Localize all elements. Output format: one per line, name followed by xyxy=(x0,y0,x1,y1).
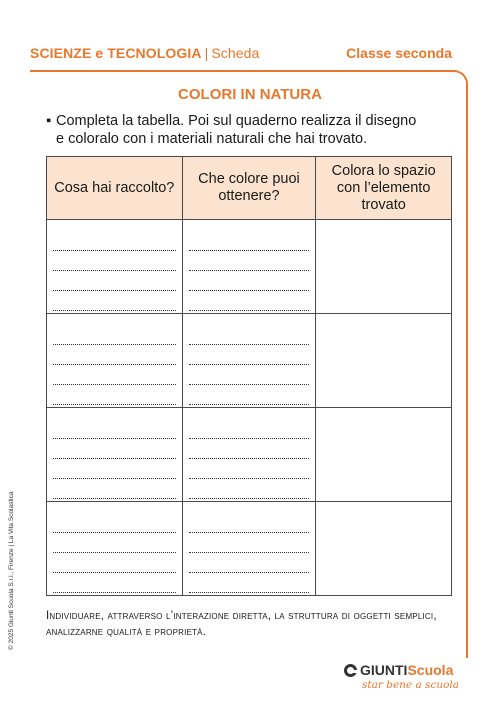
logo-brand-scuola: Scuola xyxy=(407,662,454,678)
dotted-write-line[interactable] xyxy=(189,327,310,345)
column-header-color-space: Colora lo spazio con l’elemento trovato xyxy=(316,157,452,220)
color-space-cell[interactable] xyxy=(316,220,452,314)
dotted-write-line[interactable] xyxy=(189,515,310,533)
obtainable-color-cell[interactable] xyxy=(182,220,316,314)
dotted-write-line[interactable] xyxy=(53,421,176,439)
dotted-write-line[interactable] xyxy=(53,515,176,533)
instruction-text xyxy=(46,112,456,148)
page-header xyxy=(30,45,452,61)
dotted-write-line[interactable] xyxy=(53,461,176,479)
activity-table xyxy=(46,156,452,596)
logo-tagline: star bene a scuola xyxy=(362,679,460,691)
dotted-write-line[interactable] xyxy=(53,327,176,345)
logo-brand-giunti: GIUNTI xyxy=(360,662,408,678)
sheet-type-label: Scheda xyxy=(211,45,260,61)
class-label: Classe seconda xyxy=(346,45,452,61)
dotted-write-line[interactable] xyxy=(53,253,176,271)
publisher-logo xyxy=(344,662,464,691)
dotted-write-line[interactable] xyxy=(189,441,310,459)
table-header-row xyxy=(47,157,452,220)
dotted-write-line[interactable] xyxy=(53,293,176,311)
dotted-write-line[interactable] xyxy=(189,347,310,365)
copyright-notice: © 2025 Giunti Scuola S.r.l., Firenze | La Vita Scolastica xyxy=(8,491,15,650)
table-row xyxy=(47,502,452,596)
collected-item-cell[interactable] xyxy=(47,314,183,408)
table-row xyxy=(47,220,452,314)
obtainable-color-cell[interactable] xyxy=(182,408,316,502)
dotted-write-line[interactable] xyxy=(53,387,176,405)
learning-objective: Individuare, attraverso l’interazione diretta, la struttura di oggetti semplici, analizzarne qualità e proprietà. xyxy=(46,610,437,638)
collected-item-cell[interactable] xyxy=(47,220,183,314)
dotted-write-line[interactable] xyxy=(53,233,176,251)
collected-item-cell[interactable] xyxy=(47,408,183,502)
dotted-write-line[interactable] xyxy=(53,575,176,593)
dotted-write-line[interactable] xyxy=(189,535,310,553)
dotted-write-line[interactable] xyxy=(53,481,176,499)
obtainable-color-cell[interactable] xyxy=(182,314,316,408)
instruction-line-1: Completa la tabella. Poi sul quaderno realizza il disegno xyxy=(56,113,417,129)
header-separator: | xyxy=(204,45,209,61)
dotted-write-line[interactable] xyxy=(189,253,310,271)
subject-heading xyxy=(30,45,259,61)
dotted-write-line[interactable] xyxy=(53,273,176,291)
dotted-write-line[interactable] xyxy=(189,575,310,593)
dotted-write-line[interactable] xyxy=(53,535,176,553)
giunti-logo-icon xyxy=(344,664,357,677)
dotted-write-line[interactable] xyxy=(53,367,176,385)
dotted-write-line[interactable] xyxy=(53,347,176,365)
dotted-write-line[interactable] xyxy=(189,421,310,439)
subject-label: SCIENZE e TECNOLOGIA xyxy=(30,45,202,61)
dotted-write-line[interactable] xyxy=(53,441,176,459)
instruction-line-2: e coloralo con i materiali naturali che hai trovato. xyxy=(56,131,368,147)
color-space-cell[interactable] xyxy=(316,502,452,596)
dotted-write-line[interactable] xyxy=(189,481,310,499)
dotted-write-line[interactable] xyxy=(189,387,310,405)
dotted-write-line[interactable] xyxy=(189,555,310,573)
table-row xyxy=(47,408,452,502)
dotted-write-line[interactable] xyxy=(189,273,310,291)
dotted-write-line[interactable] xyxy=(189,293,310,311)
column-header-color: Che colore puoi ottenere? xyxy=(182,157,316,220)
dotted-write-line[interactable] xyxy=(53,555,176,573)
table-row xyxy=(47,314,452,408)
color-space-cell[interactable] xyxy=(316,314,452,408)
color-space-cell[interactable] xyxy=(316,408,452,502)
bullet-icon: ▪ xyxy=(46,113,52,129)
column-header-collected: Cosa hai raccolto? xyxy=(47,157,183,220)
obtainable-color-cell[interactable] xyxy=(182,502,316,596)
dotted-write-line[interactable] xyxy=(189,461,310,479)
dotted-write-line[interactable] xyxy=(189,367,310,385)
collected-item-cell[interactable] xyxy=(47,502,183,596)
dotted-write-line[interactable] xyxy=(189,233,310,251)
worksheet-title: COLORI IN NATURA xyxy=(178,86,322,103)
